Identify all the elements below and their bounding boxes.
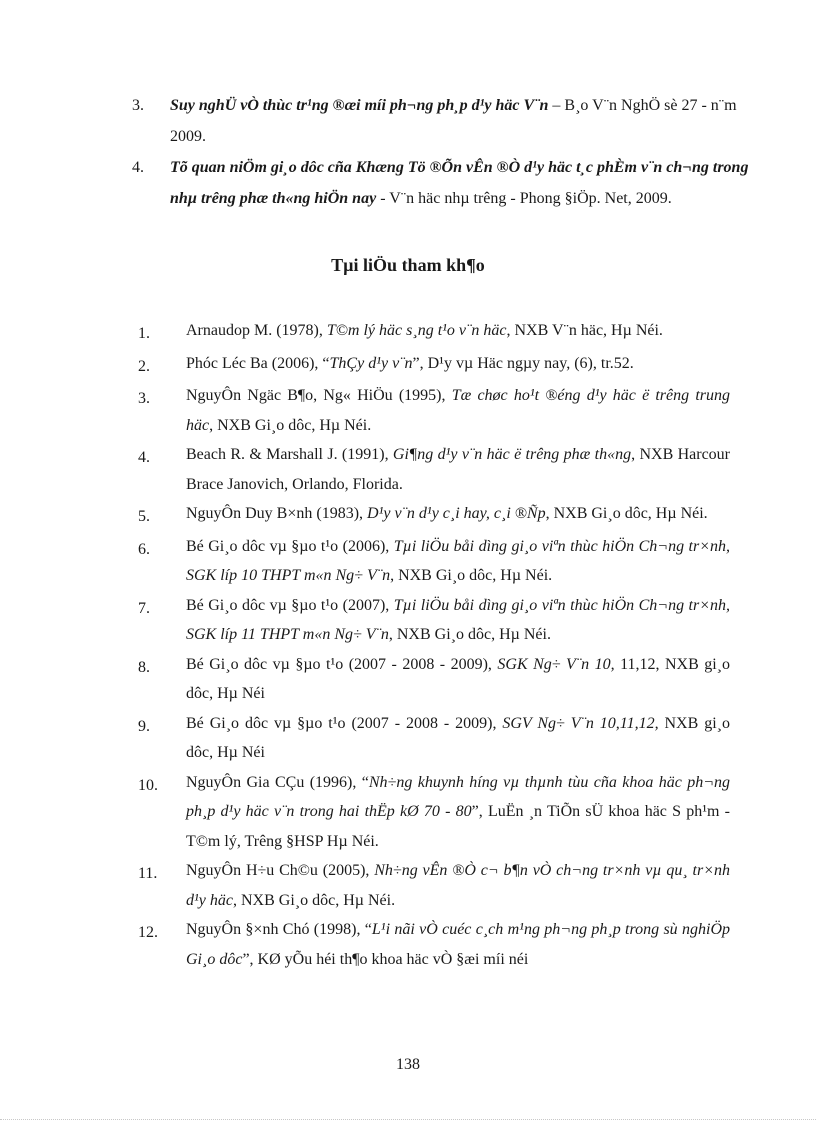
reference-number: 10. bbox=[138, 776, 158, 794]
reference-text bbox=[186, 915, 730, 974]
reference-author: Bé Gi¸o dôc vµ §µo t¹o (2006), bbox=[186, 537, 394, 555]
page-number: 138 bbox=[396, 1056, 420, 1073]
list-item bbox=[132, 152, 752, 214]
reference-item bbox=[138, 381, 730, 440]
page-bottom-rule bbox=[0, 1119, 816, 1120]
reference-title: Tµi liÖu båi dìng gi¸o viªn thùc hiÖn Ch¬ng tr×nh, SGK líp 10 THPT m«n Ng÷ V¨n bbox=[186, 537, 730, 584]
item-title: Suy nghÜ vÒ thùc tr¹ng ®æi míi ph¬ng ph¸p d¹y häc V¨n bbox=[170, 97, 549, 114]
reference-item bbox=[138, 532, 730, 591]
continued-list bbox=[132, 90, 752, 214]
reference-author: Bé Gi¸o dôc vµ §µo t¹o (2007 - 2008 - 2009), bbox=[186, 655, 498, 673]
reference-text bbox=[186, 591, 730, 650]
reference-publisher: , NXB Gi¸o dôc, Hµ Néi. bbox=[390, 567, 553, 584]
reference-author: Bé Gi¸o dôc vµ §µo t¹o (2007), bbox=[186, 596, 394, 614]
reference-title: Gi¶ng d¹y v¨n häc ë trêng phæ th«ng bbox=[392, 446, 632, 463]
reference-title: SGV Ng÷ V¨n 10,11,12, bbox=[502, 714, 659, 732]
reference-title: Nh÷ng khuynh híng vµ thµnh tùu cña khoa häc ph¬ng ph¸p d¹y häc v¨n trong hai thËp kØ 70 - 80 bbox=[186, 773, 731, 820]
reference-publisher: ”, KØ yÕu héi th¶o khoa häc vÒ §æi míi néi bbox=[242, 950, 529, 968]
reference-item bbox=[138, 709, 730, 768]
reference-author: Arnaudop M. (1978), bbox=[186, 322, 327, 339]
references-heading: Tµi liÖu tham kh¶o bbox=[331, 255, 485, 275]
reference-item bbox=[138, 768, 730, 857]
reference-publisher: NXB gi¸o dôc, Hµ Néi bbox=[186, 714, 730, 761]
reference-text bbox=[186, 381, 730, 440]
reference-number: 12. bbox=[138, 924, 158, 941]
reference-title: ThÇy d¹y v¨n bbox=[329, 354, 413, 372]
reference-title: SGK Ng÷ V¨n 10, bbox=[497, 655, 615, 673]
reference-title: Tæ chøc ho¹t ®éng d¹y häc ë trêng trung häc bbox=[186, 387, 730, 434]
item-title: Tõ quan niÖm gi¸o dôc cña Khæng Tö ®Õn vÊn ®Ò d¹y häc t¸c phÈm v¨n ch¬ng trong nhµ trêng phæ th«ng hiÖn nay bbox=[170, 159, 749, 207]
reference-author: Bé Gi¸o dôc vµ §µo t¹o (2007 - 2008 - 2009), bbox=[186, 714, 503, 732]
reference-publisher: , NXB Harcour Brace Janovich, Orlando, Florida. bbox=[186, 446, 731, 493]
reference-number: 3. bbox=[138, 390, 150, 407]
reference-text bbox=[186, 316, 730, 349]
reference-publisher: , NXB Gi¸o dôc, Hµ Néi. bbox=[209, 416, 372, 434]
reference-publisher: ”, LuËn ¸n TiÕn sÜ khoa häc S ph¹m - T©m lý, Trêng §HSP Hµ Néi. bbox=[186, 803, 731, 850]
reference-publisher: 11,12, NXB gi¸o dôc, Hµ Néi bbox=[186, 655, 730, 702]
reference-title: T©m lý häc s¸ng t¹o v¨n häc bbox=[326, 322, 507, 339]
item-number: 3. bbox=[132, 97, 144, 114]
reference-author: NguyÔn Duy B×nh (1983), bbox=[186, 505, 368, 522]
reference-author: NguyÔn Ngäc B¶o, Ng« HiÖu (1995), bbox=[186, 387, 452, 404]
reference-author: Beach R. & Marshall J. (1991), bbox=[186, 446, 393, 463]
reference-item bbox=[138, 499, 730, 532]
reference-number: 8. bbox=[138, 658, 150, 676]
reference-publisher: ”, D¹y vµ Häc ngµy nay, (6), tr.52. bbox=[412, 354, 634, 372]
reference-text bbox=[186, 349, 730, 382]
reference-title: L¹i nãi vÒ cuéc c¸ch m¹ng ph¬ng ph¸p trong sù nghiÖp Gi¸o dôc bbox=[186, 921, 731, 968]
item-text bbox=[170, 152, 752, 214]
reference-text bbox=[186, 440, 730, 499]
reference-author: Phóc Léc Ba (2006), “ bbox=[186, 354, 330, 372]
reference-number: 2. bbox=[138, 357, 150, 375]
reference-text bbox=[186, 532, 730, 591]
reference-text bbox=[186, 499, 730, 532]
reference-number: 6. bbox=[138, 540, 150, 558]
item-source: – B¸o V¨n NghÖ sè 27 - n¨m 2009. bbox=[170, 97, 737, 145]
reference-publisher: , NXB Gi¸o dôc, Hµ Néi. bbox=[233, 891, 396, 909]
reference-author: NguyÔn Gia CÇu (1996), “ bbox=[186, 773, 369, 791]
item-number: 4. bbox=[132, 159, 144, 176]
reference-number: 7. bbox=[138, 599, 150, 617]
list-item bbox=[132, 90, 752, 152]
reference-number: 1. bbox=[138, 325, 150, 342]
reference-number: 4. bbox=[138, 449, 150, 466]
reference-title: Tµi liÖu båi dìng gi¸o viªn thùc hiÖn Ch¬ng tr×nh, SGK líp 11 THPT m«n Ng÷ V¨n bbox=[186, 596, 730, 643]
reference-publisher: , NXB Gi¸o dôc, Hµ Néi. bbox=[545, 505, 708, 522]
reference-publisher: , NXB Gi¸o dôc, Hµ Néi. bbox=[388, 626, 551, 643]
item-source: - V¨n häc nhµ trêng - Phong §iÖp. Net, 2009. bbox=[376, 190, 672, 207]
reference-item bbox=[138, 915, 730, 974]
reference-publisher: , NXB V¨n häc, Hµ Néi. bbox=[506, 322, 663, 339]
reference-item bbox=[138, 316, 730, 349]
reference-title: Nh÷ng vÊn ®Ò c¬ b¶n vÒ ch¬ng tr×nh vµ qu¸ tr×nh d¹y häc bbox=[186, 862, 730, 909]
reference-number: 11. bbox=[138, 865, 158, 882]
reference-title: D¹y v¨n d¹y c¸i hay, c¸i ®Ñp bbox=[367, 505, 546, 522]
item-text bbox=[170, 90, 752, 152]
reference-number: 9. bbox=[138, 717, 150, 735]
reference-text bbox=[186, 650, 730, 709]
reference-number: 5. bbox=[138, 508, 150, 525]
reference-item bbox=[138, 591, 730, 650]
reference-author: NguyÔn §×nh Chó (1998), “ bbox=[186, 921, 372, 938]
reference-item bbox=[138, 440, 730, 499]
reference-author: NguyÔn H÷u Ch©u (2005), bbox=[186, 862, 375, 879]
reference-text bbox=[186, 709, 730, 768]
reference-item bbox=[138, 349, 730, 382]
reference-item bbox=[138, 650, 730, 709]
reference-list bbox=[138, 316, 730, 974]
reference-item bbox=[138, 856, 730, 915]
reference-text bbox=[186, 856, 730, 915]
reference-text bbox=[186, 768, 730, 857]
